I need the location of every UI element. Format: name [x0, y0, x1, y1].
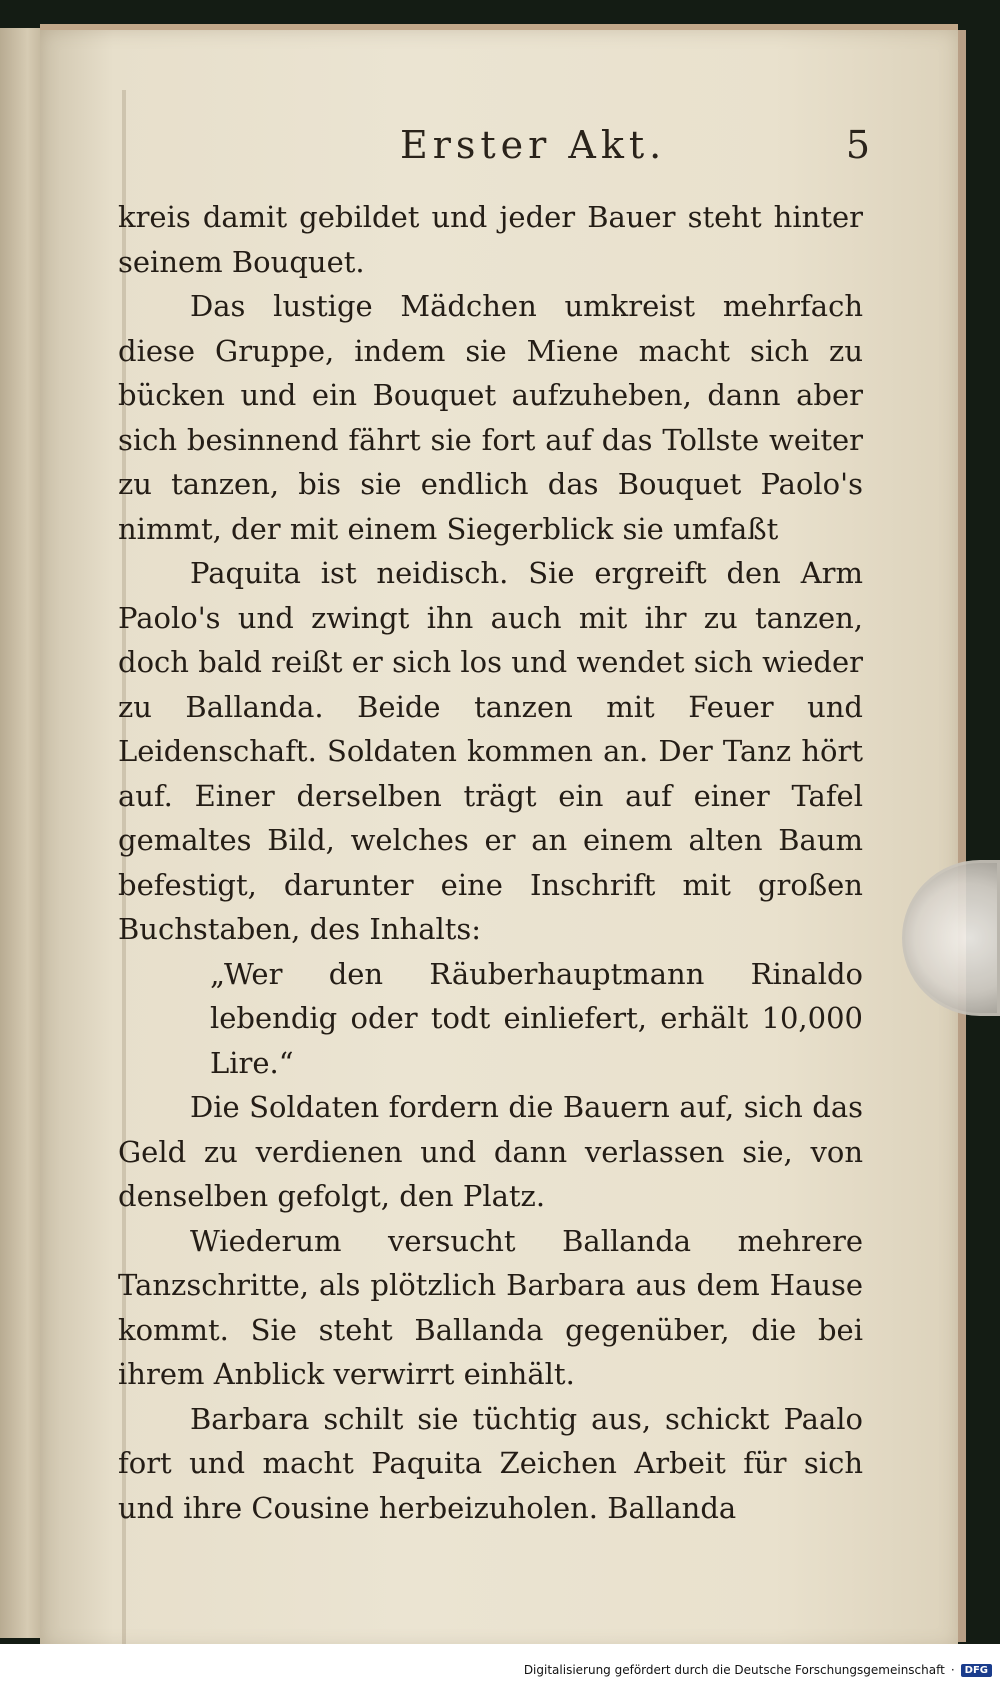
separator: ·: [950, 1663, 955, 1677]
paragraph-2: Das lustige Mädchen umkreist mehrfach diese Gruppe, indem sie Miene macht sich zu bücken und ein Bouquet aufzuheben, dann aber sich besinnend fährt sie fort auf das Tollste weiter zu tanzen, bis sie endlich das Bouquet Paolo's nimmt, der mit einem Siegerblick sie umfaßt: [118, 289, 863, 546]
page-number: 5: [845, 123, 870, 167]
footer-credit: [524, 1663, 992, 1677]
paragraph-1: kreis damit gebildet und jeder Bauer steht hinter seinem Bouquet.: [118, 200, 863, 279]
running-head: Erster Akt.: [400, 123, 667, 167]
dfg-logo: DFG: [961, 1664, 992, 1677]
paragraph-4: Die Soldaten fordern die Bauern auf, sich das Geld zu verdienen und dann verlassen sie, von denselben gefolgt, den Platz.: [118, 1090, 863, 1213]
inscription-quote: „Wer den Räuberhauptmann Rinaldo lebendig oder todt einliefert, erhält 10,000 Lire.“: [210, 956, 863, 1080]
body-text: [118, 195, 863, 1530]
credit-text: Digitalisierung gefördert durch die Deutsche Forschungsgemeinschaft: [523, 1663, 945, 1677]
page-header: [120, 115, 870, 175]
page-right-edge: [958, 30, 966, 1642]
paragraph-3: Paquita ist neidisch. Sie ergreift den Arm Paolo's und zwingt ihn auch mit ihr zu tanzen, doch bald reißt er sich los und wendet sich wieder zu Ballanda. Beide tanzen mit Feuer und Leidenschaft. Soldaten kommen an. Der Tanz hört auf. Einer derselben trägt ein auf einer Tafel gemaltes Bild, welches er an einem alten Baum befestigt, darunter eine Inschrift mit großen Buchstaben, des Inhalts:: [118, 556, 863, 946]
paragraph-5: Wiederum versucht Ballanda mehrere Tanzschritte, als plötzlich Barbara aus dem Hause kommt. Sie steht Ballanda gegenüber, die bei ihrem Anblick verwirrt einhält.: [118, 1223, 863, 1391]
footer-bar: [0, 1644, 1000, 1689]
paragraph-6: Barbara schilt sie tüchtig aus, schickt Paalo fort und macht Paquita Zeichen Arbeit für sich und ihre Cousine herbeizuholen. Ballanda: [118, 1401, 863, 1525]
